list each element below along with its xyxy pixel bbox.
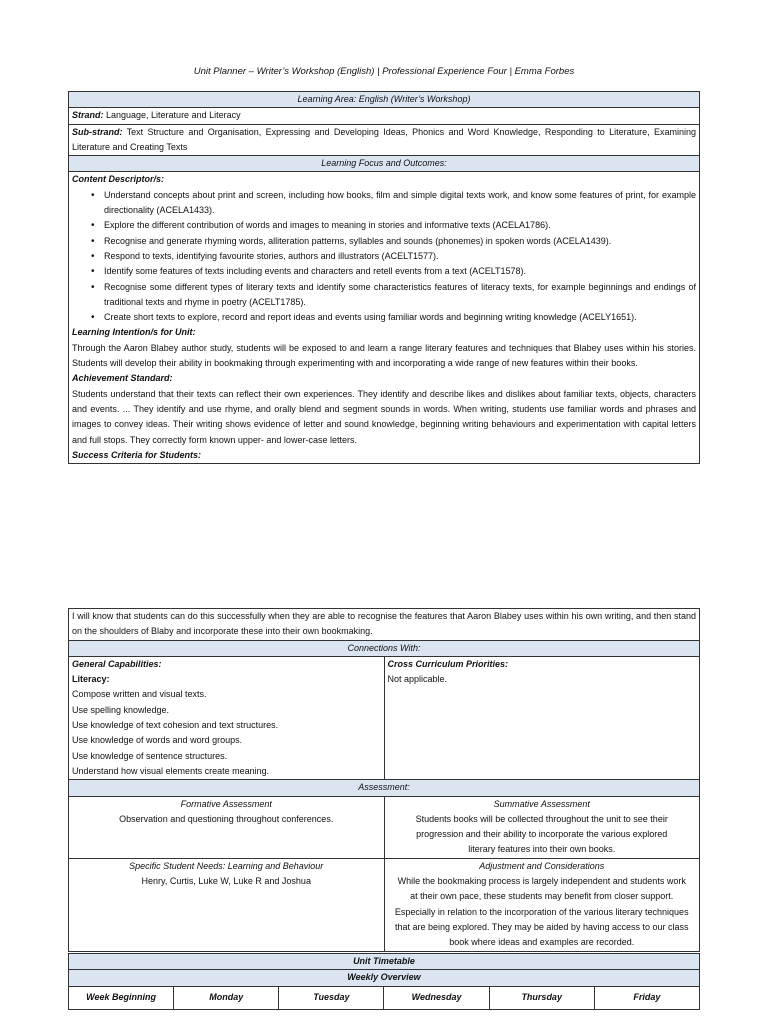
literacy-label: Literacy:	[72, 674, 110, 685]
cross-curriculum-text: Not applicable.	[387, 674, 448, 685]
timetable-table	[68, 953, 700, 1010]
descriptor-list	[72, 188, 696, 326]
capability-item: Understand how visual elements create meaning.	[72, 765, 270, 776]
intention-text: Through the Aaron Blabey author study, students will be exposed to and learn a range literary features and techniques that Blabey uses within his stories. Students will develop their ability in bookmaking through experimenting with and incorporating a wide range of new features within their books.	[72, 342, 696, 369]
day-header: Wednesday	[384, 986, 489, 1009]
intention-label: Learning Intention/s for Unit:	[72, 327, 196, 338]
timetable-heading: Unit Timetable	[69, 954, 700, 970]
capability-item: Use knowledge of sentence structures.	[72, 750, 228, 761]
capability-item: Compose written and visual texts.	[72, 689, 207, 700]
needs-cell	[69, 858, 385, 951]
adjustment-text: While the bookmaking process is largely independent and students work at their own pace, these students may benefit from closer support. Especially in relation to the incorporation of the various literary techniques that are being explored. They may be aided by having access to our class book where ideas and examples are recorded.	[394, 876, 689, 948]
unit-planner-table-bottom	[68, 608, 700, 952]
descriptor-item: • Recognise some different types of literary texts and identify some characteristics features of literacy texts, for example beginnings and endings of traditional texts and rhyme in poetry (ACELT1785).	[104, 280, 696, 311]
day-header: Monday	[174, 986, 279, 1009]
connections-heading: Connections With:	[69, 640, 700, 656]
document-title: Unit Planner – Writer’s Workshop (English) | Professional Experience Four | Emma Forbes	[193, 66, 575, 77]
substrand-cell	[69, 124, 700, 156]
descriptor-item: • Recognise and generate rhyming words, alliteration patterns, syllables and sounds (phonemes) in spoken words (ACELA1439).	[104, 234, 696, 249]
summative-text: Students books will be collected throughout the unit to see their progression and their ability to incorporate the various explored literary features into their own books.	[415, 813, 668, 855]
substrand-text: Text Structure and Organisation, Expressing and Developing Ideas, Phonics and Word Knowledge, Responding to Literature, Examining Literature and Creating Texts	[72, 126, 696, 152]
summative-cell	[384, 796, 700, 858]
descriptor-item: • Create short texts to explore, record and report ideas and events using familiar words and beginning writing knowledge (ACELY1651).	[104, 310, 696, 325]
day-header: Friday	[594, 986, 699, 1009]
adjustment-cell	[384, 858, 700, 951]
needs-label: Specific Student Needs: Learning and Behaviour	[129, 860, 324, 871]
unit-planner-table-top	[68, 91, 700, 464]
day-header: Thursday	[489, 986, 594, 1009]
content-descriptors-label: Content Descriptor/s:	[72, 174, 165, 185]
descriptor-item: • Identify some features of texts including events and characters and retell events from a text (ACELT1578).	[104, 264, 696, 279]
day-header: Week Beginning	[69, 986, 174, 1009]
formative-text: Observation and questioning throughout conferences.	[119, 813, 334, 824]
adjustment-label: Adjustment and Considerations	[479, 860, 605, 871]
cross-curriculum-cell	[384, 656, 700, 779]
summative-label: Summative Assessment	[493, 798, 590, 809]
success-label: Success Criteria for Students:	[72, 449, 202, 460]
descriptor-item: • Explore the different contribution of words and images to meaning in stories and informative texts (ACELA1786).	[104, 218, 696, 233]
needs-text: Henry, Curtis, Luke W, Luke R and Joshua	[141, 876, 311, 887]
learning-area-heading: Learning Area: English (Writer’s Workshop)	[69, 92, 700, 108]
strand-text: Language, Literature and Literacy	[103, 110, 241, 121]
descriptor-item: • Respond to texts, identifying favourite stories, authors and illustrators (ACELT1577).	[104, 249, 696, 264]
strand-cell	[69, 108, 700, 124]
day-header: Tuesday	[279, 986, 384, 1009]
general-capabilities-label: General Capabilities:	[72, 658, 162, 669]
achievement-text: Students understand that their texts can reflect their own experiences. They identify and describe likes and dislikes about familiar texts, objects, characters and events. ... They identify and use rhyme, and orally blend and segment sounds in words. When writing, students use familiar words and phrases and images to convey ideas. Their writing shows evidence of letter and sound knowledge, beginning writing behaviours and experimentation with capital letters and full stops. They correctly form known upper- and lower-case letters.	[72, 388, 696, 445]
capability-item: Use knowledge of text cohesion and text structures.	[72, 720, 279, 731]
capability-item: Use spelling knowledge.	[72, 704, 170, 715]
substrand-label: Sub-strand:	[72, 126, 123, 137]
assessment-heading: Assessment:	[69, 780, 700, 796]
descriptor-item: • Understand concepts about print and screen, including how books, film and simple digital texts work, and know some features of print, for example directionality (ACELA1433).	[104, 188, 696, 219]
capability-item: Use knowledge of words and word groups.	[72, 735, 243, 746]
content-cell	[69, 172, 700, 464]
cross-curriculum-label: Cross Curriculum Priorities:	[387, 658, 509, 669]
general-capabilities-cell	[69, 656, 385, 779]
formative-label: Formative Assessment	[180, 798, 272, 809]
strand-label: Strand:	[72, 110, 104, 121]
formative-cell	[69, 796, 385, 858]
success-text: I will know that students can do this successfully when they are able to recognise the features that Aaron Blabey uses within his own writing, and then stand on the shoulders of Blaby and incorporate these into their own bookmaking.	[69, 609, 700, 641]
weekly-heading: Weekly Overview	[69, 970, 700, 986]
achievement-label: Achievement Standard:	[72, 373, 173, 384]
focus-heading: Learning Focus and Outcomes:	[69, 156, 700, 172]
